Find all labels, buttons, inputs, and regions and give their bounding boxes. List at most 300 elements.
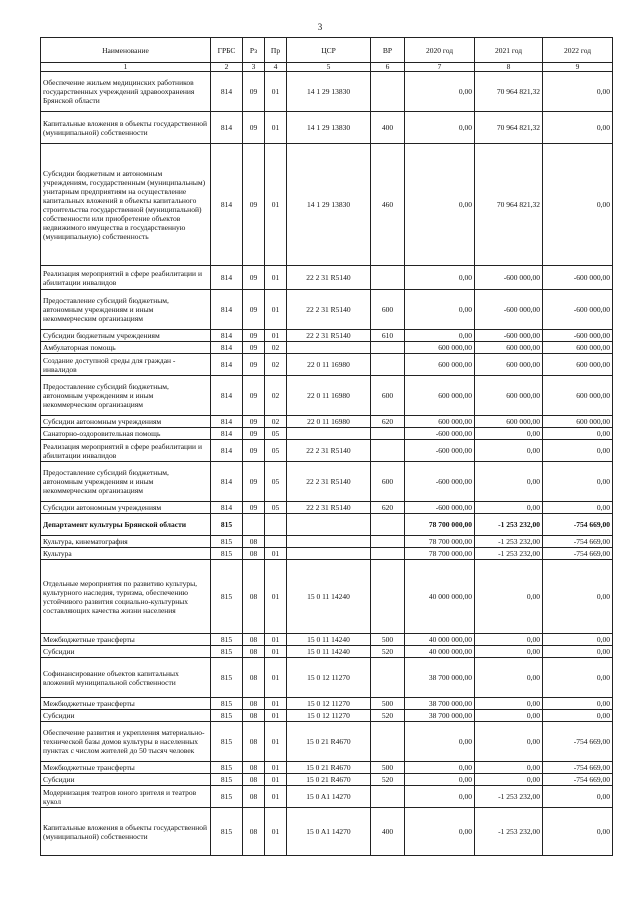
row-vr: 500 <box>371 762 405 774</box>
row-vr <box>371 514 405 536</box>
row-2022: 0,00 <box>543 462 613 502</box>
table-row <box>41 560 613 634</box>
table-row <box>41 762 613 774</box>
row-2020: 600 000,00 <box>405 354 475 376</box>
row-vr <box>371 722 405 762</box>
table-row <box>41 634 613 646</box>
row-pr: 01 <box>265 762 287 774</box>
row-pr: 01 <box>265 634 287 646</box>
row-grbs: 815 <box>211 646 243 658</box>
row-csr <box>287 514 371 536</box>
row-pr: 01 <box>265 658 287 698</box>
table-row <box>41 266 613 290</box>
row-2022: 600 000,00 <box>543 376 613 416</box>
row-rz: 09 <box>243 342 265 354</box>
row-pr: 05 <box>265 502 287 514</box>
row-vr: 600 <box>371 462 405 502</box>
row-2022: 0,00 <box>543 440 613 462</box>
row-vr <box>371 342 405 354</box>
row-rz: 08 <box>243 658 265 698</box>
row-2020: 0,00 <box>405 762 475 774</box>
row-csr: 15 0 11 14240 <box>287 560 371 634</box>
row-name: Межбюджетные трансферты <box>41 762 211 774</box>
row-pr <box>265 514 287 536</box>
row-grbs: 814 <box>211 428 243 440</box>
row-rz: 08 <box>243 786 265 808</box>
row-pr: 05 <box>265 428 287 440</box>
row-2021: -1 253 232,00 <box>475 536 543 548</box>
row-csr: 22 2 31 R5140 <box>287 440 371 462</box>
row-rz: 09 <box>243 354 265 376</box>
row-rz: 09 <box>243 330 265 342</box>
row-pr: 01 <box>265 698 287 710</box>
row-csr <box>287 342 371 354</box>
row-rz: 09 <box>243 416 265 428</box>
row-name: Санаторно-оздоровительная помощь <box>41 428 211 440</box>
row-2020: 0,00 <box>405 774 475 786</box>
table-row <box>41 548 613 560</box>
row-2022: -754 669,00 <box>543 514 613 536</box>
row-2021: 0,00 <box>475 698 543 710</box>
table-row <box>41 658 613 698</box>
row-name: Создание доступной среды для граждан - инвалидов <box>41 354 211 376</box>
row-2021: 600 000,00 <box>475 416 543 428</box>
row-pr: 01 <box>265 112 287 144</box>
row-vr: 520 <box>371 774 405 786</box>
row-rz: 08 <box>243 634 265 646</box>
row-2020: 78 700 000,00 <box>405 514 475 536</box>
table-row <box>41 416 613 428</box>
row-rz: 09 <box>243 502 265 514</box>
row-pr: 02 <box>265 342 287 354</box>
row-grbs: 815 <box>211 762 243 774</box>
row-pr: 05 <box>265 440 287 462</box>
row-vr <box>371 560 405 634</box>
row-grbs: 814 <box>211 440 243 462</box>
row-grbs: 815 <box>211 786 243 808</box>
row-2022: 0,00 <box>543 658 613 698</box>
row-2020: 0,00 <box>405 266 475 290</box>
row-vr: 400 <box>371 808 405 856</box>
row-name: Предоставление субсидий бюджетным, автономным учреждениям и иным некоммерческим организациям <box>41 290 211 330</box>
row-vr <box>371 428 405 440</box>
table-body <box>41 72 613 856</box>
row-name: Капитальные вложения в объекты государственной (муниципальной) собственности <box>41 112 211 144</box>
row-2020: 78 700 000,00 <box>405 536 475 548</box>
row-2022: 0,00 <box>543 72 613 112</box>
row-grbs: 814 <box>211 354 243 376</box>
row-vr <box>371 786 405 808</box>
row-name: Культура <box>41 548 211 560</box>
row-pr: 01 <box>265 710 287 722</box>
row-2021: -1 253 232,00 <box>475 548 543 560</box>
row-name: Софинансирование объектов капитальных вложений муниципальной собственности <box>41 658 211 698</box>
row-name: Межбюджетные трансферты <box>41 634 211 646</box>
row-rz: 08 <box>243 548 265 560</box>
row-2020: 0,00 <box>405 722 475 762</box>
row-vr: 600 <box>371 290 405 330</box>
row-2022: 0,00 <box>543 808 613 856</box>
row-2020: 600 000,00 <box>405 376 475 416</box>
row-vr <box>371 266 405 290</box>
row-2021: 0,00 <box>475 774 543 786</box>
col-index: 6 <box>371 63 405 72</box>
row-2022: 0,00 <box>543 634 613 646</box>
row-rz: 09 <box>243 376 265 416</box>
row-grbs: 814 <box>211 376 243 416</box>
row-csr <box>287 536 371 548</box>
row-name: Реализация мероприятий в сфере реабилитации и абилитации инвалидов <box>41 266 211 290</box>
row-2021: 0,00 <box>475 722 543 762</box>
row-vr: 520 <box>371 646 405 658</box>
row-2021: -600 000,00 <box>475 330 543 342</box>
col-header-vr: ВР <box>371 38 405 63</box>
row-csr: 15 0 12 11270 <box>287 698 371 710</box>
row-pr: 02 <box>265 416 287 428</box>
row-grbs: 815 <box>211 536 243 548</box>
col-index: 8 <box>475 63 543 72</box>
table-row <box>41 428 613 440</box>
row-pr: 02 <box>265 354 287 376</box>
row-name: Субсидии бюджетным и автономным учреждениям, государственным (муниципальным) унитарным предприятиям на осуществление капитальных вложений в объекты капитального строительства государственной (муниципальной) собственности или приобретение объектов недвижимого имущества в государственную (муниципальную) собственность <box>41 144 211 266</box>
col-header-name: Наименование <box>41 38 211 63</box>
column-index-row <box>41 63 613 72</box>
row-csr: 14 1 29 13830 <box>287 112 371 144</box>
row-name: Отдельные мероприятия по развитию культуры, культурного наследия, туризма, обеспечению устойчивого развития социально-культурных составляющих качества жизни населения <box>41 560 211 634</box>
row-csr: 22 2 31 R5140 <box>287 502 371 514</box>
row-grbs: 815 <box>211 560 243 634</box>
row-vr <box>371 548 405 560</box>
row-csr: 15 0 11 14240 <box>287 634 371 646</box>
table-row <box>41 722 613 762</box>
row-2022: -600 000,00 <box>543 290 613 330</box>
table-row <box>41 710 613 722</box>
row-vr <box>371 72 405 112</box>
row-2020: 0,00 <box>405 808 475 856</box>
row-name: Капитальные вложения в объекты государственной (муниципальной) собственности <box>41 808 211 856</box>
row-grbs: 814 <box>211 330 243 342</box>
row-2020: -600 000,00 <box>405 462 475 502</box>
page-number: 3 <box>317 22 323 32</box>
table-row <box>41 786 613 808</box>
row-name: Департамент культуры Брянской области <box>41 514 211 536</box>
row-2022: -754 669,00 <box>543 722 613 762</box>
col-index: 1 <box>41 63 211 72</box>
row-vr: 460 <box>371 144 405 266</box>
row-rz: 08 <box>243 722 265 762</box>
row-name: Амбулаторная помощь <box>41 342 211 354</box>
row-grbs: 814 <box>211 144 243 266</box>
row-2021: 600 000,00 <box>475 342 543 354</box>
row-name: Культура, кинематография <box>41 536 211 548</box>
row-2020: 40 000 000,00 <box>405 646 475 658</box>
row-2021: 70 964 821,32 <box>475 112 543 144</box>
row-2021: -1 253 232,00 <box>475 786 543 808</box>
table-row <box>41 536 613 548</box>
row-grbs: 815 <box>211 548 243 560</box>
col-index: 4 <box>265 63 287 72</box>
row-2022: 0,00 <box>543 502 613 514</box>
table-row <box>41 72 613 112</box>
row-rz: 08 <box>243 808 265 856</box>
row-vr <box>371 440 405 462</box>
col-index: 7 <box>405 63 475 72</box>
row-grbs: 814 <box>211 462 243 502</box>
row-rz <box>243 514 265 536</box>
row-grbs: 814 <box>211 342 243 354</box>
col-index: 3 <box>243 63 265 72</box>
row-2022: 0,00 <box>543 710 613 722</box>
budget-table <box>40 37 613 856</box>
row-vr <box>371 658 405 698</box>
table-row <box>41 462 613 502</box>
row-2021: 0,00 <box>475 762 543 774</box>
row-2021: -1 253 232,00 <box>475 808 543 856</box>
row-2022: 0,00 <box>543 786 613 808</box>
row-rz: 08 <box>243 646 265 658</box>
table-row <box>41 376 613 416</box>
table-row <box>41 342 613 354</box>
row-pr: 01 <box>265 290 287 330</box>
row-2020: 0,00 <box>405 144 475 266</box>
row-2021: 0,00 <box>475 710 543 722</box>
row-2022: 600 000,00 <box>543 416 613 428</box>
row-csr: 14 1 29 13830 <box>287 72 371 112</box>
table-row <box>41 514 613 536</box>
row-grbs: 814 <box>211 290 243 330</box>
row-name: Субсидии автономным учреждениям <box>41 416 211 428</box>
row-2022: 0,00 <box>543 144 613 266</box>
row-2022: -754 669,00 <box>543 548 613 560</box>
row-name: Модернизация театров юного зрителя и театров кукол <box>41 786 211 808</box>
row-2020: 38 700 000,00 <box>405 710 475 722</box>
col-header-pr: Пр <box>265 38 287 63</box>
table-row <box>41 774 613 786</box>
row-vr: 500 <box>371 634 405 646</box>
row-csr <box>287 548 371 560</box>
row-rz: 08 <box>243 774 265 786</box>
row-pr: 05 <box>265 462 287 502</box>
table-row <box>41 502 613 514</box>
col-index: 5 <box>287 63 371 72</box>
row-2020: 40 000 000,00 <box>405 560 475 634</box>
table-row <box>41 112 613 144</box>
row-rz: 09 <box>243 462 265 502</box>
row-rz: 09 <box>243 72 265 112</box>
row-pr <box>265 536 287 548</box>
row-pr: 01 <box>265 808 287 856</box>
row-csr: 22 2 31 R5140 <box>287 290 371 330</box>
row-grbs: 814 <box>211 266 243 290</box>
row-grbs: 815 <box>211 698 243 710</box>
row-2020: 38 700 000,00 <box>405 698 475 710</box>
row-2022: 600 000,00 <box>543 354 613 376</box>
row-csr: 15 0 A1 14270 <box>287 786 371 808</box>
row-2021: 600 000,00 <box>475 376 543 416</box>
row-2020: 38 700 000,00 <box>405 658 475 698</box>
row-csr: 15 0 21 R4670 <box>287 722 371 762</box>
col-header-2021: 2021 год <box>475 38 543 63</box>
col-header-rz: Рз <box>243 38 265 63</box>
row-grbs: 814 <box>211 72 243 112</box>
row-rz: 09 <box>243 266 265 290</box>
row-pr: 01 <box>265 786 287 808</box>
row-2020: -600 000,00 <box>405 428 475 440</box>
table-row <box>41 354 613 376</box>
row-2020: 78 700 000,00 <box>405 548 475 560</box>
col-index: 2 <box>211 63 243 72</box>
row-pr: 02 <box>265 376 287 416</box>
row-2022: -600 000,00 <box>543 266 613 290</box>
row-csr: 22 0 11 16980 <box>287 416 371 428</box>
row-2022: 0,00 <box>543 646 613 658</box>
row-pr: 01 <box>265 560 287 634</box>
row-csr: 15 0 12 11270 <box>287 658 371 698</box>
row-vr: 520 <box>371 710 405 722</box>
row-rz: 09 <box>243 440 265 462</box>
row-2022: -754 669,00 <box>543 536 613 548</box>
row-grbs: 814 <box>211 112 243 144</box>
table-header-row <box>41 38 613 63</box>
row-csr: 15 0 21 R4670 <box>287 774 371 786</box>
row-vr: 620 <box>371 416 405 428</box>
row-grbs: 815 <box>211 658 243 698</box>
row-csr: 14 1 29 13830 <box>287 144 371 266</box>
row-2021: 0,00 <box>475 634 543 646</box>
row-name: Субсидии <box>41 710 211 722</box>
row-vr: 500 <box>371 698 405 710</box>
table-row <box>41 808 613 856</box>
row-csr: 22 2 31 R5140 <box>287 462 371 502</box>
row-rz: 08 <box>243 560 265 634</box>
row-csr: 22 2 31 R5140 <box>287 266 371 290</box>
col-header-grbs: ГРБС <box>211 38 243 63</box>
row-2020: -600 000,00 <box>405 440 475 462</box>
row-grbs: 814 <box>211 416 243 428</box>
row-grbs: 815 <box>211 774 243 786</box>
row-name: Обеспечение жильем медицинских работников государственных учреждений здравоохранения Брянской области <box>41 72 211 112</box>
row-2022: 0,00 <box>543 428 613 440</box>
row-grbs: 815 <box>211 710 243 722</box>
row-2021: 0,00 <box>475 646 543 658</box>
row-grbs: 815 <box>211 514 243 536</box>
row-2021: 0,00 <box>475 560 543 634</box>
row-2020: 600 000,00 <box>405 416 475 428</box>
row-rz: 08 <box>243 710 265 722</box>
row-2020: 40 000 000,00 <box>405 634 475 646</box>
row-2021: 0,00 <box>475 428 543 440</box>
row-pr: 01 <box>265 774 287 786</box>
col-index: 9 <box>543 63 613 72</box>
row-2021: 0,00 <box>475 440 543 462</box>
row-csr: 22 0 11 16980 <box>287 354 371 376</box>
row-name: Предоставление субсидий бюджетным, автономным учреждениям и иным некоммерческим организациям <box>41 462 211 502</box>
row-2020: 0,00 <box>405 330 475 342</box>
row-pr: 01 <box>265 330 287 342</box>
row-grbs: 815 <box>211 722 243 762</box>
table-row <box>41 330 613 342</box>
table-row <box>41 144 613 266</box>
row-csr: 22 0 11 16980 <box>287 376 371 416</box>
table-row <box>41 698 613 710</box>
row-rz: 09 <box>243 290 265 330</box>
row-pr: 01 <box>265 266 287 290</box>
row-2021: -1 253 232,00 <box>475 514 543 536</box>
row-rz: 08 <box>243 762 265 774</box>
row-2022: -754 669,00 <box>543 762 613 774</box>
row-2021: 70 964 821,32 <box>475 144 543 266</box>
row-2022: 0,00 <box>543 698 613 710</box>
row-vr <box>371 354 405 376</box>
table-row <box>41 290 613 330</box>
row-name: Предоставление субсидий бюджетным, автономным учреждениям и иным некоммерческим организациям <box>41 376 211 416</box>
col-header-csr: ЦСР <box>287 38 371 63</box>
row-csr: 15 0 11 14240 <box>287 646 371 658</box>
row-name: Субсидии бюджетным учреждениям <box>41 330 211 342</box>
row-2021: 0,00 <box>475 502 543 514</box>
row-vr <box>371 536 405 548</box>
row-csr: 15 0 12 11270 <box>287 710 371 722</box>
row-grbs: 815 <box>211 808 243 856</box>
row-2022: 0,00 <box>543 112 613 144</box>
row-2020: -600 000,00 <box>405 502 475 514</box>
row-name: Субсидии <box>41 774 211 786</box>
row-rz: 09 <box>243 144 265 266</box>
row-2022: 0,00 <box>543 560 613 634</box>
row-vr: 400 <box>371 112 405 144</box>
row-vr: 620 <box>371 502 405 514</box>
row-csr: 15 0 A1 14270 <box>287 808 371 856</box>
row-2022: -600 000,00 <box>543 330 613 342</box>
row-vr: 600 <box>371 376 405 416</box>
row-pr: 01 <box>265 646 287 658</box>
row-grbs: 815 <box>211 634 243 646</box>
row-rz: 08 <box>243 698 265 710</box>
row-name: Субсидии <box>41 646 211 658</box>
row-2021: -600 000,00 <box>475 266 543 290</box>
row-2020: 600 000,00 <box>405 342 475 354</box>
row-2020: 0,00 <box>405 290 475 330</box>
row-name: Обеспечение развития и укрепления материально-технической базы домов культуры в населенных пунктах с числом жителей до 50 тысяч человек <box>41 722 211 762</box>
col-header-2020: 2020 год <box>405 38 475 63</box>
table-row <box>41 646 613 658</box>
row-vr: 610 <box>371 330 405 342</box>
row-pr: 01 <box>265 72 287 112</box>
row-2021: 70 964 821,32 <box>475 72 543 112</box>
row-csr <box>287 428 371 440</box>
row-2021: 600 000,00 <box>475 354 543 376</box>
col-header-2022: 2022 год <box>543 38 613 63</box>
row-2021: 0,00 <box>475 462 543 502</box>
row-pr: 01 <box>265 548 287 560</box>
row-rz: 09 <box>243 428 265 440</box>
row-2022: -754 669,00 <box>543 774 613 786</box>
row-rz: 08 <box>243 536 265 548</box>
row-csr: 22 2 31 R5140 <box>287 330 371 342</box>
row-2020: 0,00 <box>405 72 475 112</box>
row-2021: 0,00 <box>475 658 543 698</box>
row-grbs: 814 <box>211 502 243 514</box>
table-row <box>41 440 613 462</box>
row-rz: 09 <box>243 112 265 144</box>
row-2021: -600 000,00 <box>475 290 543 330</box>
row-2020: 0,00 <box>405 112 475 144</box>
row-csr: 15 0 21 R4670 <box>287 762 371 774</box>
row-name: Межбюджетные трансферты <box>41 698 211 710</box>
row-2022: 600 000,00 <box>543 342 613 354</box>
row-name: Реализация мероприятий в сфере реабилитации и абилитации инвалидов <box>41 440 211 462</box>
row-2020: 0,00 <box>405 786 475 808</box>
